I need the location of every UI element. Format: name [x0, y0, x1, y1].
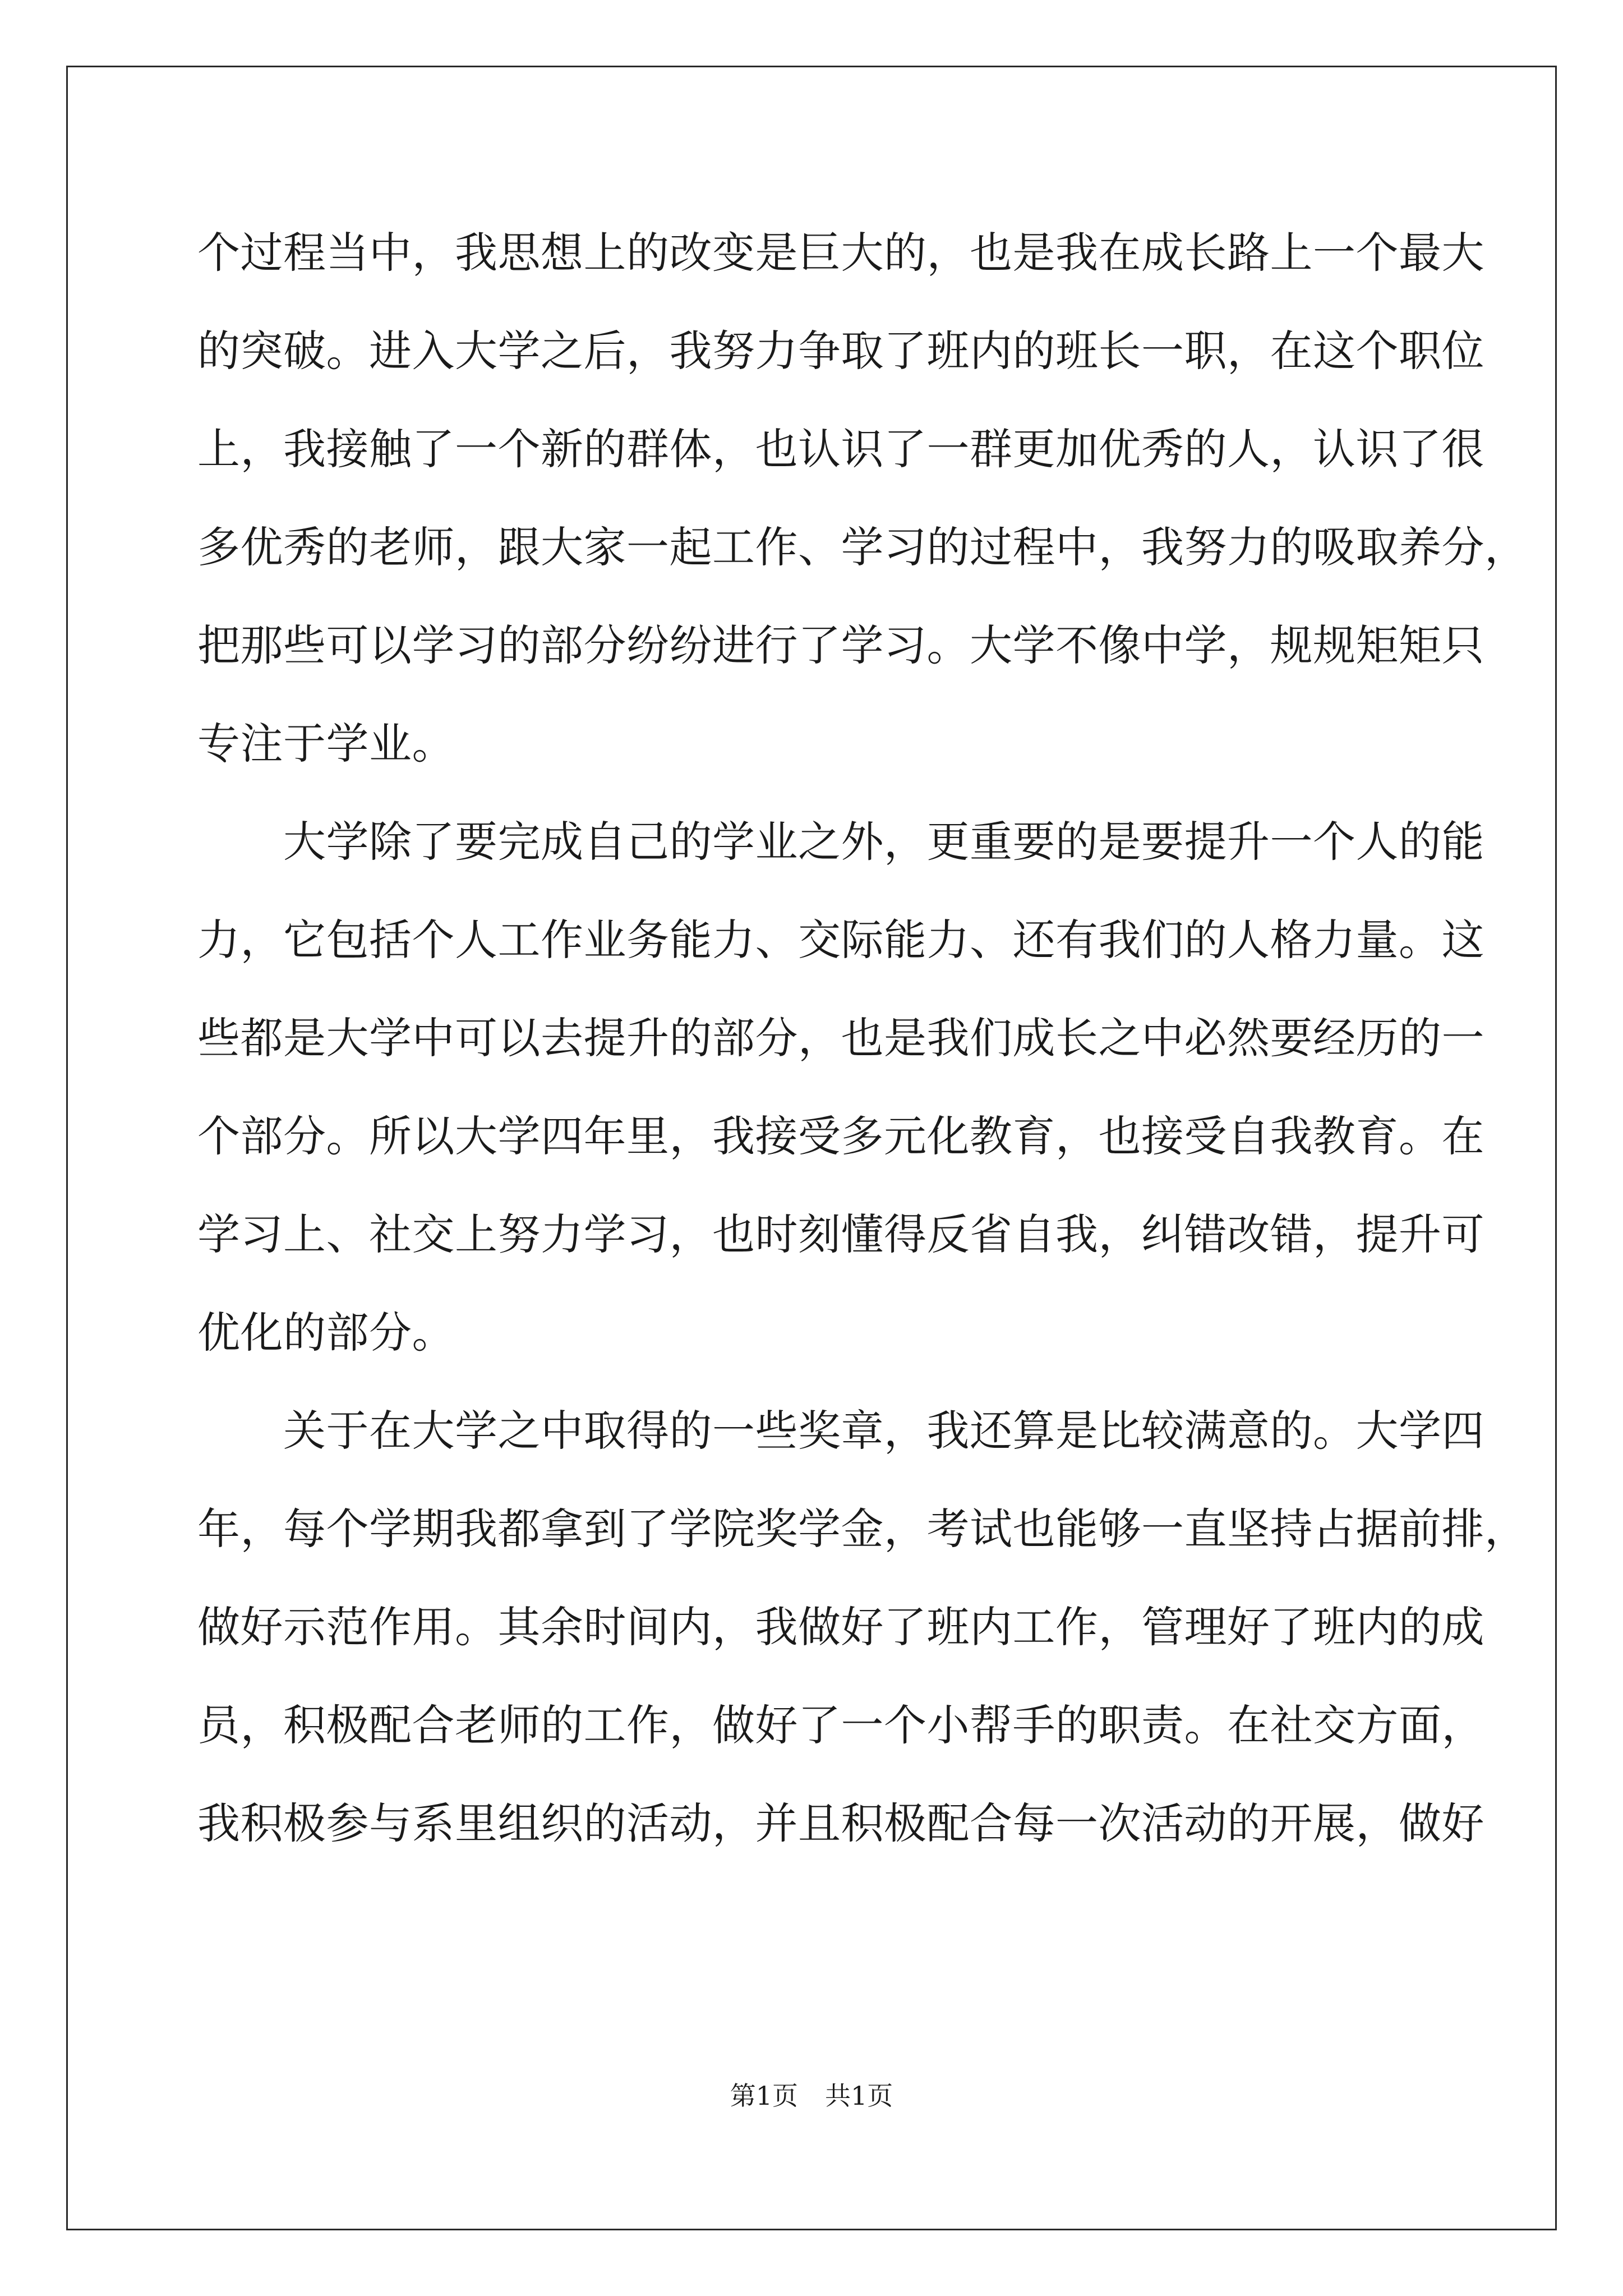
page-footer	[0, 2079, 1623, 2113]
page-number: 第1页	[730, 2081, 798, 2111]
body-line-14: 年，每个学期我都拿到了学院奖学金，考试也能够一直坚持占据前排，	[197, 1504, 1528, 1554]
body-line-15: 做好示范作用。其余时间内，我做好了班内工作，管理好了班内的成	[197, 1602, 1484, 1652]
body-line-9: 些都是大学中可以去提升的部分，也是我们成长之中必然要经历的一	[197, 1013, 1484, 1063]
body-line-1: 个过程当中，我思想上的改变是巨大的，也是我在成长路上一个最大	[197, 228, 1484, 278]
body-line-2: 的突破。进入大学之后，我努力争取了班内的班长一职，在这个职位	[197, 326, 1484, 376]
body-line-4: 多优秀的老师，跟大家一起工作、学习的过程中，我努力的吸取养分，	[197, 522, 1528, 572]
body-line-8: 力，它包括个人工作业务能力、交际能力、还有我们的人格力量。这	[197, 915, 1484, 965]
body-line-16: 员，积极配合老师的工作，做好了一个小帮手的职责。在社交方面，	[197, 1700, 1484, 1750]
body-line-10: 个部分。所以大学四年里，我接受多元化教育，也接受自我教育。在	[197, 1111, 1484, 1161]
page-total: 共1页	[825, 2081, 893, 2111]
body-line-11: 学习上、社交上努力学习，也时刻懂得反省自我，纠错改错，提升可	[197, 1209, 1484, 1259]
body-line-12: 优化的部分。	[197, 1308, 455, 1358]
body-line-13: 关于在大学之中取得的一些奖章，我还算是比较满意的。大学四	[197, 1406, 1484, 1456]
body-line-5: 把那些可以学习的部分纷纷进行了学习。大学不像中学，规规矩矩只	[197, 620, 1484, 670]
body-line-6: 专注于学业。	[197, 719, 455, 769]
body-line-3: 上，我接触了一个新的群体，也认识了一群更加优秀的人，认识了很	[197, 424, 1484, 474]
body-line-7: 大学除了要完成自己的学业之外，更重要的是要提升一个人的能	[197, 817, 1484, 867]
body-line-17: 我积极参与系里组织的活动，并且积极配合每一次活动的开展，做好	[197, 1798, 1484, 1848]
